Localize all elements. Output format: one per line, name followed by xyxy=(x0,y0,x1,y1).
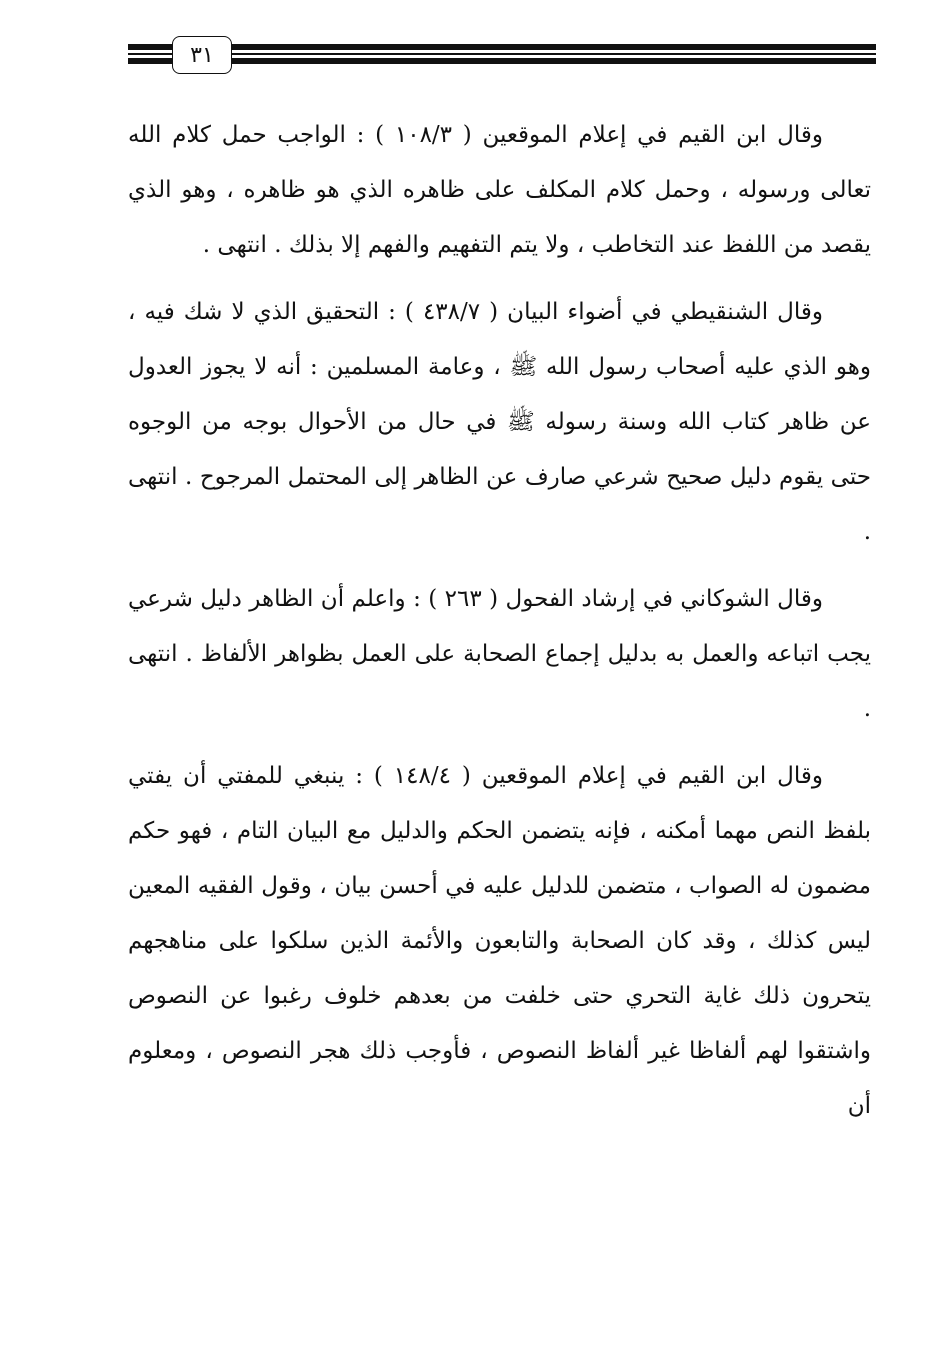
header-rule-bottom xyxy=(128,58,876,64)
page-body xyxy=(128,108,871,1146)
paragraph-4: وقال ابن القيم في إعلام الموقعين ( ١٤٨/٤ ) : ينبغي للمفتي أن يفتي بلفظ النص مهما أمكنه ، فإنه يتضمن الحكم والدليل مع البيان التام ، فهو حكم مضمون له الصواب ، متضمن للدليل عليه في أحسن بيان ، وقول الفقيه المعين ليس كذلك ، وقد كان الصحابة والتابعون والأئمة الذين سلكوا على مناهجهم يتحرون ذلك غاية التحري حتى خلفت من بعدهم خلوف رغبوا عن النصوص واشتقوا لهم ألفاظا غير ألفاظ النصوص ، فأوجب ذلك هجر النصوص ، ومعلوم أن xyxy=(128,763,871,1119)
page-number: ٣١ xyxy=(172,36,232,74)
paragraph-3: وقال الشوكاني في إرشاد الفحول ( ٢٦٣ ) : واعلم أن الظاهر دليل شرعي يجب اتباعه والعمل به بدليل إجماع الصحابة على العمل بظواهر الألفاظ . انتهى . xyxy=(128,586,871,722)
header-rule-top xyxy=(128,44,876,50)
paragraph-2: وقال الشنقيطي في أضواء البيان ( ٤٣٨/٧ ) : التحقيق الذي لا شك فيه ، وهو الذي عليه أصحاب رسول الله ﷺ ، وعامة المسلمين : أنه لا يجوز العدول عن ظاهر كتاب الله وسنة رسوله ﷺ في حال من الأحوال بوجه من الوجوه حتى يقوم دليل صحيح شرعي صارف عن الظاهر إلى المحتمل المرجوح . انتهى . xyxy=(128,299,871,545)
header-rule-middle xyxy=(128,53,876,55)
paragraph-1: وقال ابن القيم في إعلام الموقعين ( ١٠٨/٣ ) : الواجب حمل كلام الله تعالى ورسوله ، وحمل كلام المكلف على ظاهره الذي هو ظاهره ، وهو الذي يقصد من اللفظ عند التخاطب ، ولا يتم التفهيم والفهم إلا بذلك . انتهى . xyxy=(128,122,871,258)
page-header xyxy=(128,36,876,82)
